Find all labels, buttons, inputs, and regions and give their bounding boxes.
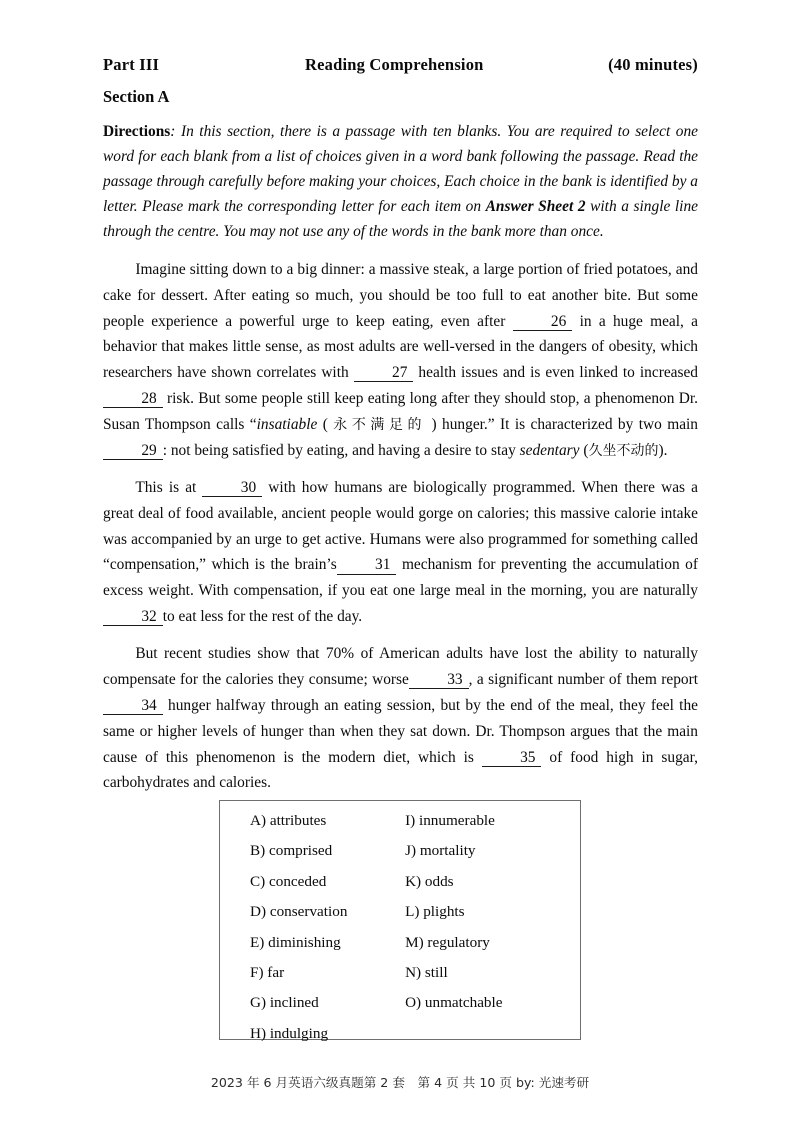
blank-31[interactable]: 31 (337, 557, 397, 574)
gloss-sedentary-chinese: 久坐不动的 (588, 442, 659, 459)
word-bank-option-l[interactable]: L) plights (405, 903, 465, 921)
answer-sheet-emphasis: Answer Sheet 2 (485, 197, 586, 215)
p3-text-c: hunger halfway through an eating session, but by the end of the meal, they feel the same or higher levels of hunger than when they sat down. Dr. Thompson argues that the main cause of this phenomenon is the modern diet, which is (103, 696, 698, 766)
passage-paragraph-1 (103, 257, 698, 464)
word-bank-option-c[interactable]: C) conceded (250, 872, 327, 890)
blank-35[interactable]: 35 (482, 750, 542, 767)
word-bank-option-m[interactable]: M) regulatory (405, 933, 490, 951)
word-bank-option-b[interactable]: B) comprised (250, 842, 333, 860)
blank-33[interactable]: 33 (409, 672, 469, 689)
word-bank-column-right (401, 813, 580, 1039)
blank-29[interactable]: 29 (103, 443, 163, 460)
word-bank-option-g[interactable]: G) inclined (250, 994, 319, 1012)
p1-text-c: health issues and is even linked to increased (413, 364, 698, 382)
directions-text-first: In this section, there is a passage with ten blanks. You are required to select one word for each blank from a list of choices given in a word bank following the passage. Read the passage through carefully before making your choices, Each choice in the bank is identified by a letter. Please mark the corresponding letter for each item on (103, 123, 698, 215)
word-bank-option-n[interactable]: N) still (405, 963, 448, 981)
blank-28[interactable]: 28 (103, 391, 163, 408)
blank-27[interactable]: 27 (354, 365, 414, 382)
section-label: Section A (103, 87, 170, 106)
page-title: Reading Comprehension (305, 55, 484, 74)
p3-text-a: But recent studies show that 70% of American adults have lost the ability to naturally compensate for the calories they consume; worse (103, 645, 698, 688)
gloss-insatiable-chinese: 永不满足的 (333, 417, 427, 434)
time-allowance: (40 minutes) (608, 55, 698, 74)
term-sedentary: sedentary (519, 441, 580, 459)
blank-32[interactable]: 32 (103, 609, 163, 626)
blank-34[interactable]: 34 (103, 698, 163, 715)
p1-text-e: ( (317, 416, 334, 434)
blank-26[interactable]: 26 (513, 314, 573, 331)
part-number: Part III (103, 55, 160, 74)
page-footer: 2023 年 6 月英语六级真题第 2 套 第 4 页 共 10 页 by: 光速考研 (210, 1075, 590, 1090)
p2-text-b: with how humans are biologically programmed. When there was a great deal of food available, ancient people would gorge on calories; this massive calorie intake was accompanied by an urge to get active. Humans were also programmed for something called “compensation,” which is the brain’s (103, 478, 698, 574)
directions-text-second: with a single line through the centre. You may not use any of the words in the bank more than once. (103, 197, 698, 240)
p1-text-g: : not being satisfied by eating, and having a desire to stay (162, 441, 520, 459)
directions-label: Directions (103, 123, 171, 140)
word-bank-option-o[interactable]: O) unmatchable (405, 994, 503, 1012)
word-bank-column-left (220, 812, 401, 1042)
blank-30[interactable]: 30 (202, 480, 262, 497)
p3-text-d: of food high in sugar, carbohydrates and calories. (103, 748, 698, 792)
p1-text-a: Imagine sitting down to a big dinner: a massive steak, a large portion of fried potatoes, and cake for dessert. After eating so much, you should be too full to eat another bite. But some people experience a powerful urge to keep eating, even after (103, 260, 698, 330)
p1-text-i: ). (658, 441, 668, 459)
p2-text-c: mechanism for preventing the accumulation of excess weight. With compensation, if you eat one large meal in the morning, you are naturally (103, 556, 699, 600)
word-bank-option-f[interactable]: F) far (250, 963, 285, 981)
word-bank-option-h[interactable]: H) indulging (250, 1024, 329, 1042)
word-bank-option-d[interactable]: D) conservation (250, 903, 348, 921)
p2-text-d: to eat less for the rest of the day. (162, 608, 363, 626)
word-bank-option-e[interactable]: E) diminishing (250, 933, 341, 951)
word-bank-option-j[interactable]: J) mortality (405, 842, 476, 860)
passage-paragraph-3 (103, 641, 698, 796)
word-bank-option-a[interactable]: A) attributes (250, 812, 327, 829)
directions-colon: : (170, 123, 176, 140)
p1-text-b: in a huge meal, a behavior that makes little sense, as most adults are well-versed in the dangers of obesity, which researchers have shown correlates with (103, 312, 698, 382)
p3-text-b: , a significant number of them report (468, 670, 699, 688)
part-header (103, 55, 698, 75)
directions-block (103, 120, 698, 245)
p2-text-a: This is at (135, 478, 203, 496)
term-insatiable: insatiable (256, 416, 318, 434)
p1-text-f: ) hunger.” It is characterized by two main (426, 416, 698, 434)
passage-paragraph-2 (103, 475, 698, 630)
word-bank-columns (220, 801, 580, 1042)
word-bank-box (219, 800, 581, 1040)
word-bank-option-k[interactable]: K) odds (405, 872, 454, 890)
word-bank-option-i[interactable]: I) innumerable (405, 812, 495, 829)
p1-text-d: risk. But some people still keep eating long after they should stop, a phenomenon Dr. Susan Thompson calls “ (103, 390, 698, 434)
p1-text-h: ( (579, 441, 589, 459)
document-page (103, 55, 698, 796)
